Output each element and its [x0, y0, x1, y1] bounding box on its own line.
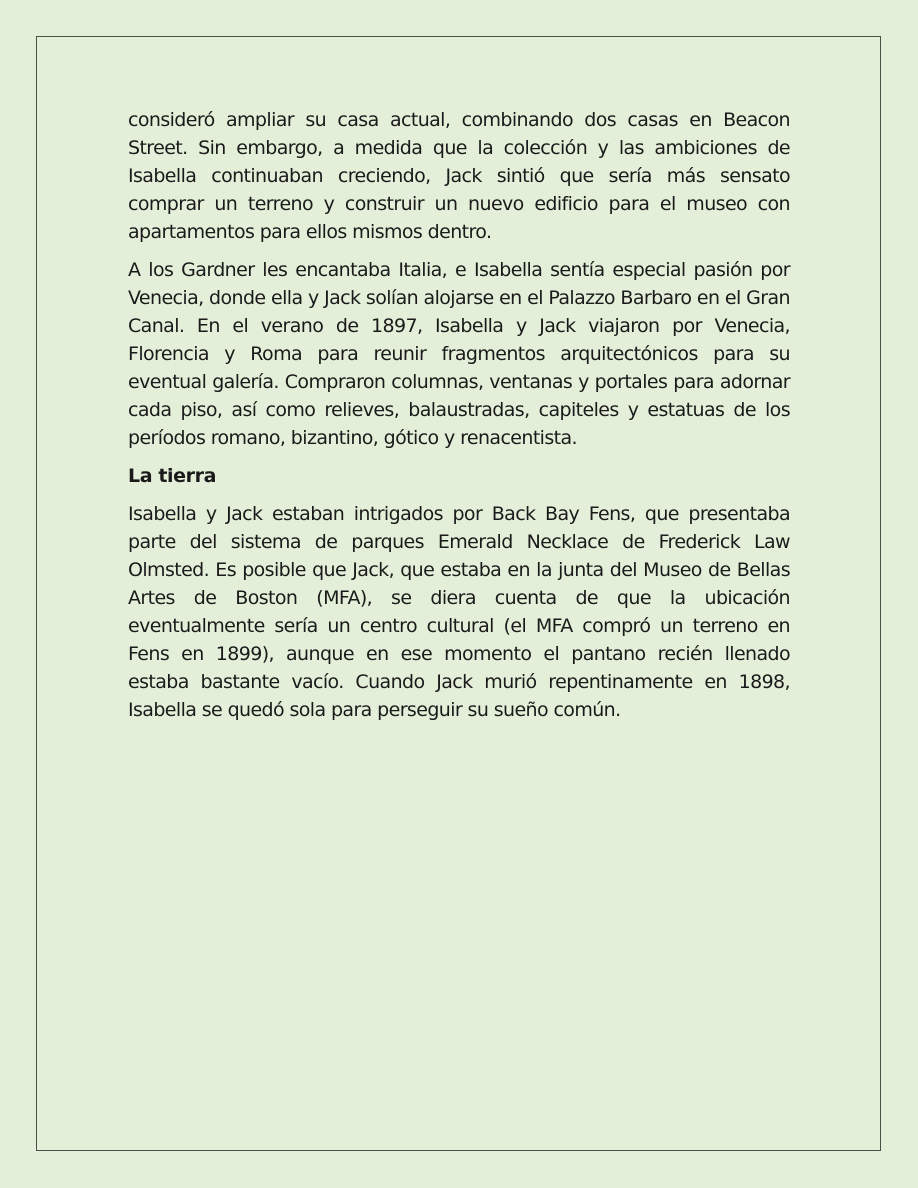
paragraph: consideró ampliar su casa actual, combinando dos casas en Beacon Street. Sin embargo, a medida que la colección y las ambiciones de Isabella continuaban creciendo, Jack sintió que sería más sensato comprar un terreno y construir un nuevo edificio para el museo con apartamentos para ellos mismos dentro.	[128, 109, 790, 243]
section-heading: La tierra	[128, 465, 216, 487]
document-body	[128, 106, 790, 734]
paragraph: Isabella y Jack estaban intrigados por Back Bay Fens, que presentaba parte del sistema de parques Emerald Necklace de Frederick Law Olmsted. Es posible que Jack, que estaba en la junta del Museo de Bellas Artes de Boston (MFA), se diera cuenta de que la ubicación eventualmente sería un centro cultural (el MFA compró un terreno en Fens en 1899), aunque en ese momento el pantano recién llenado estaba bastante vacío. Cuando Jack murió repentinamente en 1898, Isabella se quedó sola para perseguir su sueño común.	[128, 503, 790, 721]
paragraph: A los Gardner les encantaba Italia, e Isabella sentía especial pasión por Venecia, donde ella y Jack solían alojarse en el Palazzo Barbaro en el Gran Canal. En el verano de 1897, Isabella y Jack viajaron por Venecia, Florencia y Roma para reunir fragmentos arquitectónicos para su eventual galería. Compraron columnas, ventanas y portales para adornar cada piso, así como relieves, balaustradas, capiteles y estatuas de los períodos romano, bizantino, gótico y renacentista.	[128, 259, 790, 449]
